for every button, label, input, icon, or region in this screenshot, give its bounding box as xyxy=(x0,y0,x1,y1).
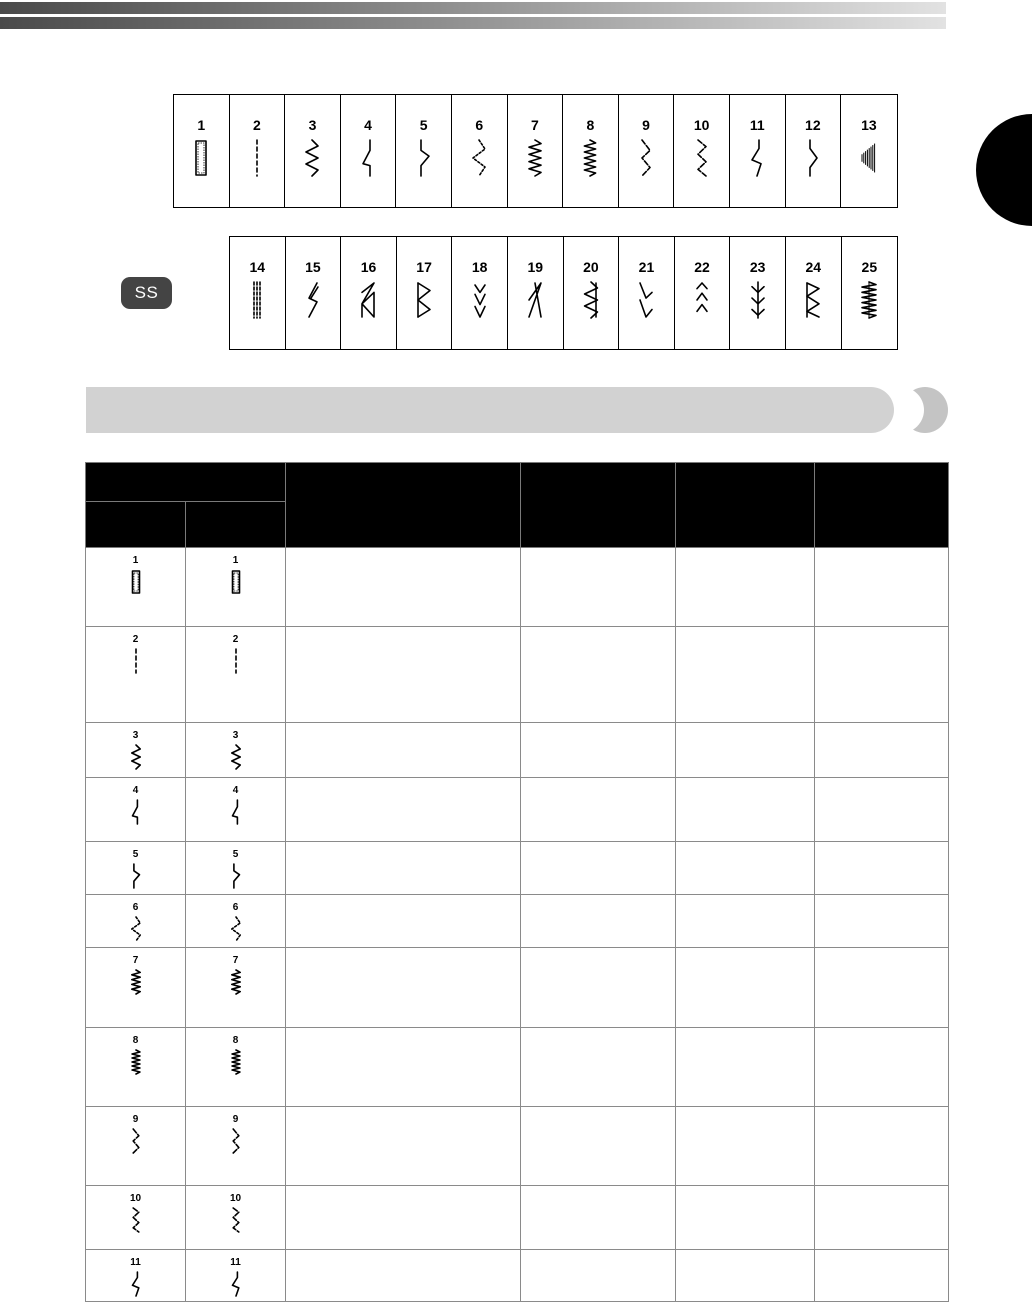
triple-zigzag-stitch-icon xyxy=(581,281,601,319)
table-cell xyxy=(521,1028,676,1107)
dense-zigzag-stitch-icon xyxy=(129,969,143,995)
stitch-icon-cell xyxy=(186,1028,286,1107)
stitch-number: 24 xyxy=(805,259,822,275)
straight-stitch-icon xyxy=(229,648,243,674)
table-cell xyxy=(676,723,815,778)
stitch-icon-cell xyxy=(186,948,286,1028)
dotted-zigzag-stitch-icon xyxy=(129,916,143,942)
herringbone-stitch-icon xyxy=(748,281,768,319)
table-cell xyxy=(286,627,521,723)
table-row xyxy=(86,778,949,842)
arrow-stitch-icon xyxy=(470,281,490,319)
chevron-stitch-icon xyxy=(692,281,712,319)
stitch-icon-cell xyxy=(86,1186,186,1250)
ss-badge xyxy=(121,277,172,309)
blind-hem-stitch-icon xyxy=(636,139,656,177)
stitch-cell-16 xyxy=(341,237,397,349)
table-cell xyxy=(815,627,949,723)
stitch-icon-cell xyxy=(86,842,186,895)
table-cell xyxy=(815,1028,949,1107)
table-cell xyxy=(521,627,676,723)
zigzag-stitch-icon xyxy=(229,744,243,770)
stitch-number: 3 xyxy=(132,730,139,741)
shell-tuck-stitch-icon xyxy=(129,1271,143,1297)
stitch-number: 3 xyxy=(308,117,317,133)
table-header-col-6 xyxy=(815,463,949,548)
double-overcast-stitch-icon xyxy=(525,281,545,319)
table-cell xyxy=(286,548,521,627)
table-cell xyxy=(676,1250,815,1302)
stitch-cell-5 xyxy=(396,95,452,207)
stitch-number: 15 xyxy=(305,259,321,275)
dense-zigzag-stitch-icon xyxy=(229,969,243,995)
stitch-icon-cell xyxy=(186,627,286,723)
table-cell xyxy=(521,1107,676,1186)
stitch-number: 9 xyxy=(232,1114,239,1125)
stitch-number: 7 xyxy=(530,117,539,133)
table-cell xyxy=(676,548,815,627)
table-row xyxy=(86,627,949,723)
table-header-stitch-group xyxy=(86,463,286,502)
stitch-icon-cell xyxy=(186,842,286,895)
table-row xyxy=(86,1107,949,1186)
dense-zigzag-alt-stitch-icon xyxy=(129,1049,143,1075)
table-cell xyxy=(521,548,676,627)
table-row xyxy=(86,948,949,1028)
stretch-blind-hem-stitch-icon xyxy=(129,1207,143,1233)
stitch-number: 3 xyxy=(232,730,239,741)
stitch-cell-15 xyxy=(286,237,342,349)
stitch-cell-13 xyxy=(841,95,897,207)
stitch-number: 22 xyxy=(694,259,710,275)
buttonhole-stitch-icon xyxy=(129,569,143,595)
table-cell xyxy=(521,895,676,948)
step-left-stitch-icon xyxy=(358,139,378,177)
section-bar-body xyxy=(86,387,894,433)
stitch-cell-11 xyxy=(730,95,786,207)
stitch-cell-18 xyxy=(452,237,508,349)
overlock-stitch-icon xyxy=(414,281,434,319)
shell-tuck-stitch-icon xyxy=(747,139,767,177)
table-cell xyxy=(676,1028,815,1107)
table-cell xyxy=(815,1250,949,1302)
stitch-number: 17 xyxy=(416,259,432,275)
stitch-number: 9 xyxy=(132,1114,139,1125)
stitch-cell-8 xyxy=(563,95,619,207)
stitch-number: 7 xyxy=(232,955,239,966)
zigzag-stitch-icon xyxy=(302,139,322,177)
table-cell xyxy=(676,1107,815,1186)
blind-hem-stitch-icon xyxy=(229,1128,243,1154)
stitch-number: 11 xyxy=(749,117,765,133)
stitch-cell-25 xyxy=(842,237,898,349)
table-cell xyxy=(521,948,676,1028)
stitch-number: 10 xyxy=(693,117,710,133)
buttonhole-stitch-icon xyxy=(191,139,211,177)
stitch-cell-7 xyxy=(508,95,564,207)
stitch-number: 8 xyxy=(232,1035,239,1046)
stitch-number: 4 xyxy=(232,785,239,796)
table-cell xyxy=(815,723,949,778)
stitch-icon-cell xyxy=(186,548,286,627)
stitch-strip-1 xyxy=(173,94,898,208)
stitch-cell-23 xyxy=(730,237,786,349)
table-cell xyxy=(286,1250,521,1302)
table-cell xyxy=(676,627,815,723)
fagoting-stitch-icon xyxy=(636,281,656,319)
stitch-number: 19 xyxy=(527,259,544,275)
table-cell xyxy=(521,778,676,842)
stitch-cell-10 xyxy=(674,95,730,207)
stitch-cell-20 xyxy=(564,237,620,349)
stitch-number: 5 xyxy=(232,849,239,860)
ss-badge-label: SS xyxy=(134,283,159,302)
stitch-number: 2 xyxy=(132,634,139,645)
table-header-col-5 xyxy=(676,463,815,548)
stitch-number: 7 xyxy=(132,955,139,966)
ladder-stitch-icon xyxy=(803,281,823,319)
blind-hem-stitch-icon xyxy=(129,1128,143,1154)
stitch-icon-cell xyxy=(186,723,286,778)
stitch-icon-cell xyxy=(86,723,186,778)
stitch-icon-cell xyxy=(86,627,186,723)
step-right-stitch-icon xyxy=(129,863,143,889)
table-row xyxy=(86,1028,949,1107)
step-left-stitch-icon xyxy=(129,799,143,825)
stitch-number: 18 xyxy=(471,259,488,275)
stitch-icon-cell xyxy=(186,895,286,948)
stitch-number: 12 xyxy=(805,117,821,133)
table-cell xyxy=(521,1250,676,1302)
stitch-icon-cell xyxy=(86,548,186,627)
stitch-number: 16 xyxy=(360,259,377,275)
stitch-number: 6 xyxy=(232,902,239,913)
stitch-icon-cell xyxy=(86,1107,186,1186)
stitch-number: 2 xyxy=(252,117,261,133)
stitch-number: 4 xyxy=(364,117,372,133)
triple-straight-stitch-icon xyxy=(247,281,267,319)
stitch-number: 5 xyxy=(419,117,428,133)
table-cell xyxy=(286,895,521,948)
stitch-cell-12 xyxy=(786,95,842,207)
table-row xyxy=(86,895,949,948)
table-cell xyxy=(521,1186,676,1250)
stitch-number: 14 xyxy=(249,259,266,275)
stitch-number: 20 xyxy=(583,259,599,275)
table-row xyxy=(86,1250,949,1302)
stitch-number: 23 xyxy=(749,259,766,275)
buttonhole-stitch-icon xyxy=(229,569,243,595)
elastic-stitch-icon xyxy=(803,139,823,177)
stitch-number: 13 xyxy=(861,117,877,133)
table-cell xyxy=(286,1028,521,1107)
stitch-number: 6 xyxy=(132,902,139,913)
table-cell xyxy=(815,1107,949,1186)
stitch-number: 5 xyxy=(132,849,139,860)
table-cell xyxy=(815,895,949,948)
stitch-cell-3 xyxy=(285,95,341,207)
table-cell xyxy=(286,948,521,1028)
table-cell xyxy=(286,842,521,895)
table-cell xyxy=(676,1186,815,1250)
stitch-icon-cell xyxy=(186,1250,286,1302)
stitch-icon-cell xyxy=(186,778,286,842)
table-cell xyxy=(286,1107,521,1186)
overcast-stitch-icon xyxy=(358,281,378,319)
header-gradient-bar-top xyxy=(0,2,946,14)
stitch-number: 4 xyxy=(132,785,139,796)
stitch-number: 10 xyxy=(229,1193,242,1204)
zigzag-stitch-icon xyxy=(129,744,143,770)
stitch-number: 6 xyxy=(475,117,484,133)
section-header-bar xyxy=(86,387,948,433)
stretch-blind-hem-stitch-icon xyxy=(692,139,712,177)
stitch-number: 11 xyxy=(230,1257,241,1268)
table-cell xyxy=(676,895,815,948)
table-cell xyxy=(815,548,949,627)
stretch-blind-hem-stitch-icon xyxy=(229,1207,243,1233)
stitch-cell-4 xyxy=(341,95,397,207)
table-cell xyxy=(815,1186,949,1250)
table-cell xyxy=(676,842,815,895)
table-cell xyxy=(286,723,521,778)
step-right-stitch-icon xyxy=(229,863,243,889)
step-left-stitch-icon xyxy=(229,799,243,825)
stitch-icon-cell xyxy=(186,1107,286,1186)
stitch-cell-6 xyxy=(452,95,508,207)
table-header-col-3 xyxy=(286,463,521,548)
table-row xyxy=(86,548,949,627)
stitch-number: 25 xyxy=(861,259,878,275)
stitch-icon-cell xyxy=(86,948,186,1028)
stitch-cell-17 xyxy=(397,237,453,349)
table-row xyxy=(86,723,949,778)
stitch-number: 10 xyxy=(129,1193,142,1204)
table-cell xyxy=(815,778,949,842)
table-cell xyxy=(815,842,949,895)
straight-stitch-icon xyxy=(247,139,267,177)
stitch-icon-cell xyxy=(86,1028,186,1107)
stitch-number: 21 xyxy=(638,259,655,275)
stitch-cell-19 xyxy=(508,237,564,349)
table-row xyxy=(86,1186,949,1250)
header-gradient-bar-bottom xyxy=(0,17,946,29)
stitch-cell-21 xyxy=(619,237,675,349)
stitch-number: 8 xyxy=(132,1035,139,1046)
stitch-cell-2 xyxy=(230,95,286,207)
stitch-number: 11 xyxy=(130,1257,141,1268)
dense-zigzag-stitch-icon xyxy=(525,139,545,177)
stitch-table xyxy=(85,462,949,1302)
table-header-sub-2 xyxy=(186,502,286,548)
step-right-stitch-icon xyxy=(414,139,434,177)
dense-zigzag-alt-stitch-icon xyxy=(229,1049,243,1075)
table-cell xyxy=(286,1186,521,1250)
straight-stitch-icon xyxy=(129,648,143,674)
decorative-zigzag-stitch-icon xyxy=(859,281,879,319)
stitch-number: 2 xyxy=(232,634,239,645)
stitch-number: 9 xyxy=(642,117,650,133)
table-cell xyxy=(521,842,676,895)
table-row xyxy=(86,842,949,895)
feather-stitch-icon xyxy=(303,281,323,319)
dotted-zigzag-stitch-icon xyxy=(469,139,489,177)
stitch-number: 8 xyxy=(586,117,595,133)
stitch-number: 1 xyxy=(197,117,206,133)
chapter-tab-marker xyxy=(976,114,1032,226)
stitch-cell-1 xyxy=(174,95,230,207)
stitch-cell-9 xyxy=(619,95,675,207)
table-cell xyxy=(521,723,676,778)
stitch-number: 1 xyxy=(132,555,139,566)
stitch-icon-cell xyxy=(186,1186,286,1250)
table-cell xyxy=(676,948,815,1028)
stitch-cell-22 xyxy=(675,237,731,349)
stitch-icon-cell xyxy=(86,1250,186,1302)
stitch-icon-cell xyxy=(86,895,186,948)
table-cell xyxy=(286,778,521,842)
shell-tuck-stitch-icon xyxy=(229,1271,243,1297)
dense-zigzag-alt-stitch-icon xyxy=(580,139,600,177)
satin-pyramid-stitch-icon xyxy=(859,139,879,177)
table-header-col-4 xyxy=(521,463,676,548)
stitch-number: 1 xyxy=(232,555,239,566)
table-cell xyxy=(815,948,949,1028)
stitch-cell-14 xyxy=(230,237,286,349)
stitch-cell-24 xyxy=(786,237,842,349)
stitch-icon-cell xyxy=(86,778,186,842)
stitch-strip-2 xyxy=(229,236,898,350)
table-cell xyxy=(676,778,815,842)
dotted-zigzag-stitch-icon xyxy=(229,916,243,942)
table-header-sub-1 xyxy=(86,502,186,548)
